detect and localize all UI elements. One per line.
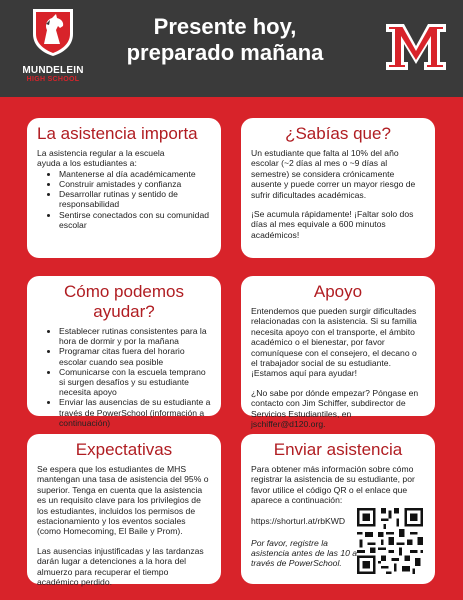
short-link[interactable]: https://shorturl.at/rbKWD [251, 515, 346, 526]
school-name: MUNDELEIN [22, 65, 84, 76]
card-title: Apoyo [313, 282, 363, 301]
card-title: Expectativas [75, 440, 173, 459]
card-how-we-help [27, 276, 221, 428]
card-paragraph: Entendemos que pueden surgir dificultades relacionadas con la asistencia. Si su familia necesita apoyo con el transporte, el ámbito académico o el bienestar, por favor comuníquese con el consejero, el decano o el trabajador social de su estudiante. ¡Estamos aquí para ayudar! [251, 306, 417, 379]
card-intro: La asistencia regular a la escuela ayuda a los estudiantes a: [37, 148, 165, 169]
card-attendance-matters [27, 118, 221, 258]
qr-code-icon[interactable] [357, 508, 423, 574]
header-bar [0, 0, 463, 97]
card-note: Por favor, registre la asistencia antes de las 10 a través de PowerSchool. [251, 537, 358, 569]
school-sub: HIGH SCHOOL [26, 76, 80, 83]
card-list [37, 169, 211, 230]
card-title: Enviar asistencia [273, 440, 403, 459]
shield-mustang-icon [30, 6, 76, 58]
card-title: La asistencia importa [37, 124, 198, 143]
card-support [241, 276, 435, 430]
card-paragraph: Un estudiante que falta al 10% del año escolar (~2 días al mes o ~9 días al semestre) se considera crónicamente ausente y puede correr un mayor riesgo de sufrir dificultades académicas. [251, 148, 416, 200]
list-item: • Desarrollar rutinas y sentido de responsabilidad [59, 189, 211, 209]
card-expectations [27, 434, 221, 588]
school-logo [12, 6, 94, 83]
card-title: Cómo podemos ayudar? [63, 282, 184, 321]
card-list [37, 326, 211, 428]
list-item: • Programar citas fuera del horario escolar cuando sea posible [59, 346, 211, 366]
m-logo-icon [384, 14, 448, 78]
card-title: ¿Sabías que? [285, 124, 391, 143]
list-item: • Comunicarse con la escuela temprano si surgen desafíos y su estudiante necesita apoyo [59, 367, 211, 398]
card-paragraph: Para obtener más información sobre cómo registrar la asistencia de su estudiante, por favor utilice el código QR o el enlace que aparece a continuación: [251, 464, 415, 506]
list-item: • Mantenerse al día académicamente [59, 169, 211, 179]
card-did-you-know [241, 118, 435, 258]
card-paragraph: Se espera que los estudiantes de MHS mantengan una tasa de asistencia del 95% o superior. Tenga en cuenta que la asistencia es un requisito clave para los privilegios de los estudiantes, incluidos los permisos de estacionamiento y los eventos sociales (como Homecoming, El Baile y Prom). [37, 464, 209, 537]
title-line-2: preparado mañana [126, 40, 324, 65]
page-title [100, 14, 350, 66]
card-paragraph: ¡Se acumula rápidamente! ¡Faltar solo dos días al mes equivale a 600 minutos académicos! [251, 209, 414, 240]
card-paragraph: ¿No sabe por dónde empezar? Póngase en contacto con Jim Schiffer, subdirector de Servicios Estudiantiles, en jschiffer@d120.org. [251, 387, 419, 430]
title-line-1: Presente hoy, [153, 14, 297, 39]
list-item: • Sentirse conectados con su comunidad escolar [59, 210, 211, 230]
list-item: • Construir amistades y confianza [59, 179, 211, 189]
list-item: • Establecer rutinas consistentes para la hora de dormir y por la mañana [59, 326, 211, 346]
card-paragraph: Las ausencias injustificadas y las tardanzas darán lugar a detenciones a la hora del almuerzo para recuperar el tiempo académico perdido. [37, 545, 204, 588]
list-item: • Enviar las ausencias de su estudiante a través de PowerSchool (información a continuación) [59, 397, 211, 428]
card-submit-attendance [241, 434, 435, 584]
